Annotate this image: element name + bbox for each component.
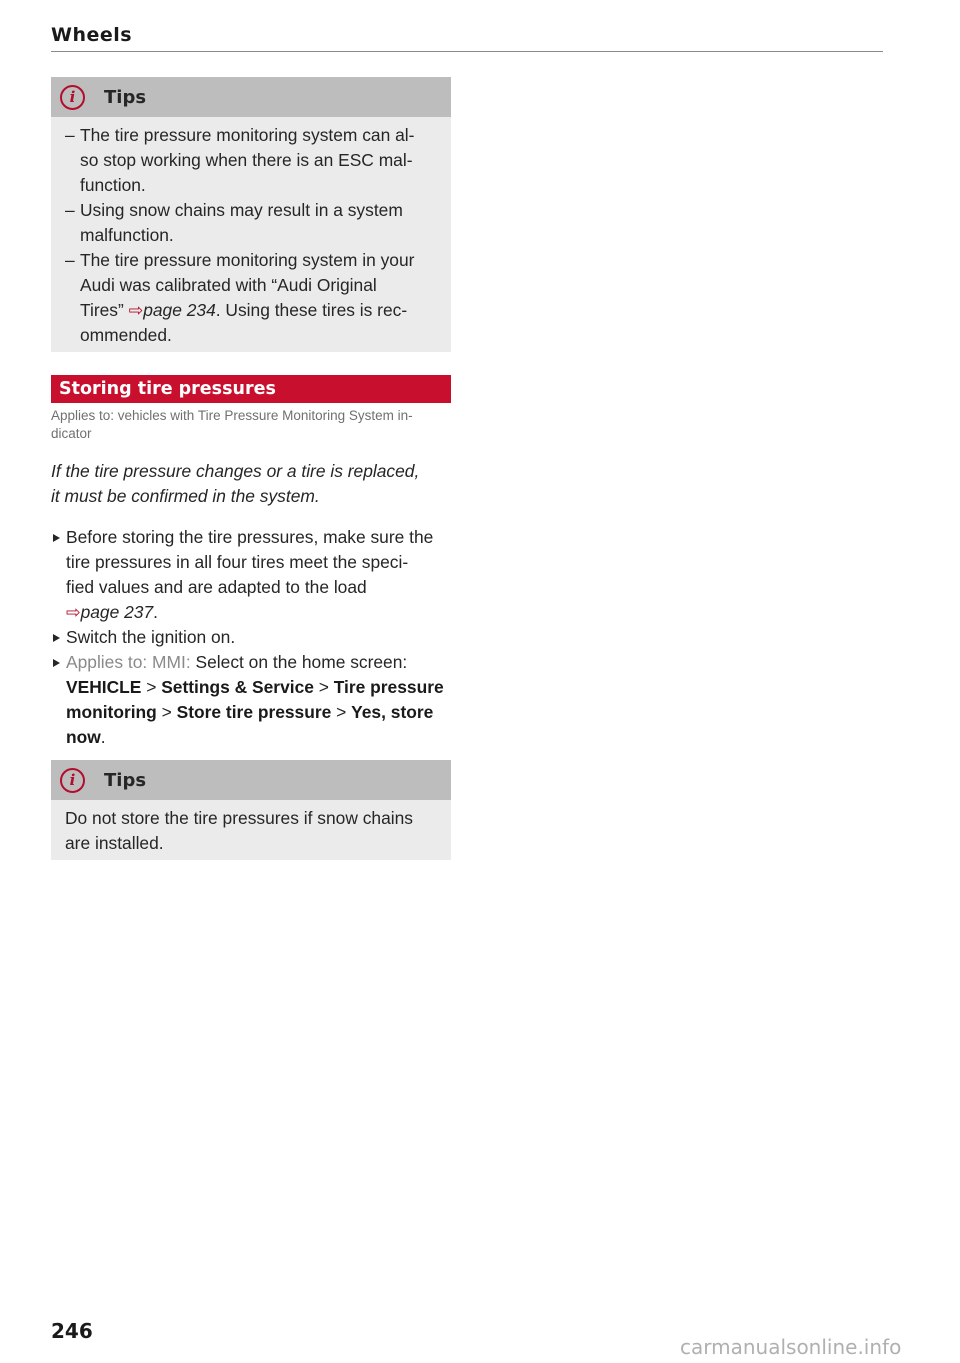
header-divider <box>51 51 883 52</box>
tips-body <box>51 117 451 352</box>
tip-item: – Using snow chains may result in a system malfunction. <box>65 198 441 248</box>
watermark: carmanualsonline.info <box>680 1335 902 1359</box>
info-icon: i <box>60 768 85 793</box>
tips-header <box>51 760 451 800</box>
menu-path-item: Yes, store <box>351 702 434 722</box>
menu-path-item: monitoring <box>66 702 157 722</box>
page-reference-arrow-icon: ⇨ <box>66 602 81 622</box>
page-number: 246 <box>51 1319 93 1343</box>
menu-path-item: now <box>66 727 101 747</box>
step-item: Before storing the tire pressures, make sure the tire pressures in all four tires meet the speci- fied values and are adapted to the load ⇨page 237. <box>51 525 451 625</box>
tips-box-1 <box>51 77 451 352</box>
menu-path-item: Settings & Service <box>161 677 314 697</box>
menu-path-item: VEHICLE <box>66 677 142 697</box>
tip-item: – The tire pressure monitoring system can al- so stop working when there is an ESC mal- function. <box>65 123 441 198</box>
tip-item: – The tire pressure monitoring system in your Audi was calibrated with “Audi Original Tires” ⇨page 234. Using these tires is rec- ommended. <box>65 248 441 348</box>
step-list <box>51 525 451 750</box>
storing-section <box>51 375 451 750</box>
section-heading: Storing tire pressures <box>51 375 451 403</box>
info-icon: i <box>60 85 85 110</box>
applies-to-label: Applies to: MMI: <box>66 652 191 672</box>
page-reference-arrow-icon: ⇨ <box>128 300 144 320</box>
step-item: Switch the ignition on. <box>51 625 451 650</box>
page-reference-link[interactable]: page 234 <box>143 300 216 320</box>
page-reference-link[interactable]: page 237 <box>80 602 154 622</box>
menu-path-item: Tire pressure <box>333 677 444 697</box>
applies-to-note: Applies to: vehicles with Tire Pressure Monitoring System in- dicator <box>51 408 413 441</box>
step-item: Applies to: MMI: Select on the home screen: VEHICLE > Settings & Service > Tire pressure monitoring > Store tire pressure > Yes, store now. <box>51 650 451 750</box>
intro-text: If the tire pressure changes or a tire is replaced, it must be confirmed in the system. <box>51 461 420 506</box>
section-header-title: Wheels <box>51 24 133 46</box>
menu-path-item: Store tire pressure <box>176 702 332 722</box>
tips-box-2 <box>51 760 451 860</box>
tips-header <box>51 77 451 117</box>
tips-title: Tips <box>104 86 147 108</box>
tips-body: Do not store the tire pressures if snow chains are installed. <box>65 808 413 853</box>
tips-title: Tips <box>104 769 147 791</box>
